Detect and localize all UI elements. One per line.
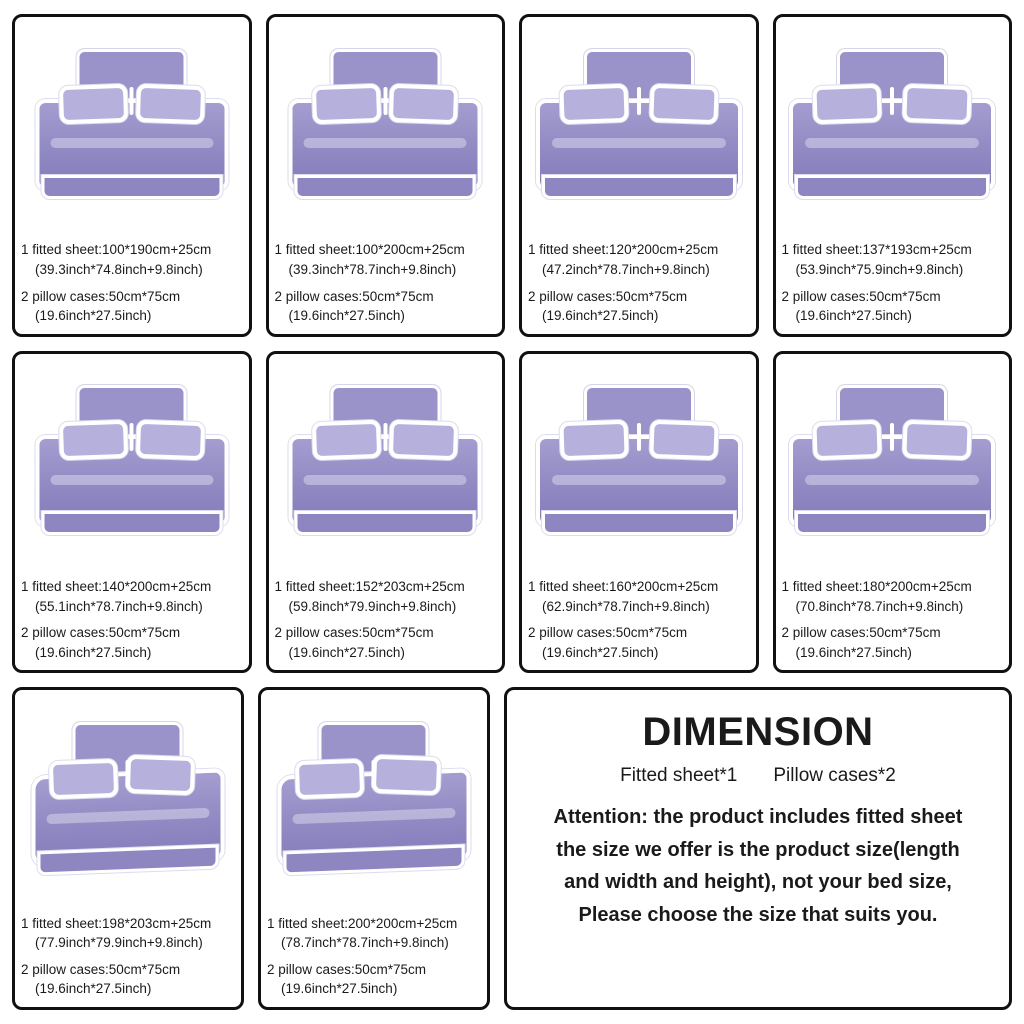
pillow-case-imperial: (19.6inch*27.5inch) (542, 308, 659, 324)
fitted-sheet-metric: 1 fitted sheet:100*190cm+25cm (21, 242, 212, 258)
bed-illustration-area (15, 17, 249, 236)
pillow-left-shape (59, 420, 128, 460)
pillow-case-imperial: (19.6inch*27.5inch) (542, 644, 659, 660)
pillow-seam-shape (130, 87, 134, 115)
size-spec (15, 910, 241, 1007)
attention-line-3: and width and height), not your bed size, (564, 871, 952, 894)
pillow-case-imperial: (19.6inch*27.5inch) (35, 981, 152, 997)
size-card[interactable] (519, 351, 759, 674)
attention-line-2: the size we offer is the product size(length (556, 838, 960, 861)
pillow-left-shape (559, 84, 628, 124)
size-card[interactable] (519, 14, 759, 337)
size-spec (776, 573, 1010, 670)
bed-illustration (530, 383, 748, 543)
pillow-left-shape (295, 759, 364, 799)
pillow-case-metric: 2 pillow cases:50cm*75cm (21, 288, 181, 304)
size-card[interactable] (773, 351, 1013, 674)
pillow-case-metric: 2 pillow cases:50cm*75cm (21, 961, 181, 977)
bed-base-shape (542, 511, 736, 535)
pillow-case-metric: 2 pillow cases:50cm*75cm (781, 625, 941, 641)
pillow-seam-shape (637, 87, 641, 115)
pillow-seam-shape (383, 423, 387, 451)
card-row-3 (12, 687, 1012, 1010)
bed-illustration-area (522, 354, 756, 573)
pillow-case-imperial: (19.6inch*27.5inch) (288, 644, 405, 660)
size-card[interactable] (266, 14, 506, 337)
bed-illustration-area (15, 354, 249, 573)
bed-base-shape (542, 175, 736, 199)
fitted-sheet-imperial: (77.9inch*79.9inch+9.8inch) (35, 935, 203, 951)
size-spec (261, 910, 487, 1007)
bed-illustration-area (15, 690, 241, 909)
pillow-case-metric: 2 pillow cases:50cm*75cm (274, 288, 434, 304)
size-card[interactable] (12, 351, 252, 674)
bed-illustration (271, 720, 476, 880)
bed-illustration (25, 720, 230, 880)
pillow-seam-shape (383, 87, 387, 115)
pillow-case-imperial: (19.6inch*27.5inch) (795, 308, 912, 324)
pillow-left-shape (813, 420, 882, 460)
pillow-right-shape (903, 84, 972, 124)
pillow-right-shape (136, 84, 205, 124)
fitted-sheet-metric: 1 fitted sheet:198*203cm+25cm (21, 915, 212, 931)
size-card[interactable] (773, 14, 1013, 337)
pillow-right-shape (389, 420, 458, 460)
bed-illustration (283, 47, 488, 207)
pillow-case-imperial: (19.6inch*27.5inch) (795, 644, 912, 660)
size-spec (269, 236, 503, 333)
pillow-right-shape (903, 420, 972, 460)
fitted-sheet-imperial: (62.9inch*78.7inch+9.8inch) (542, 598, 710, 614)
size-spec (522, 573, 756, 670)
bed-base-shape (795, 175, 989, 199)
fitted-sheet-metric: 1 fitted sheet:140*200cm+25cm (21, 579, 212, 595)
pillow-left-shape (59, 84, 128, 124)
pillow-left-shape (312, 420, 381, 460)
pillow-seam-shape (890, 87, 894, 115)
bed-illustration-area (269, 354, 503, 573)
fitted-sheet-imperial: (55.1inch*78.7inch+9.8inch) (35, 598, 203, 614)
pillow-right-shape (136, 420, 205, 460)
size-card[interactable] (12, 687, 244, 1010)
bed-illustration (283, 383, 488, 543)
fitted-sheet-metric: 1 fitted sheet:160*200cm+25cm (528, 579, 719, 595)
bed-illustration (29, 383, 234, 543)
fitted-sheet-imperial: (53.9inch*75.9inch+9.8inch) (795, 261, 964, 277)
pillow-seam-shape (890, 423, 894, 451)
fitted-sheet-metric: 1 fitted sheet:100*200cm+25cm (274, 242, 465, 258)
pillow-right-shape (389, 84, 458, 124)
pillow-case-imperial: (19.6inch*27.5inch) (288, 308, 405, 324)
pillow-left-shape (559, 420, 628, 460)
pillow-left-shape (813, 84, 882, 124)
pillow-seam-shape (126, 760, 130, 788)
pillow-case-metric: 2 pillow cases:50cm*75cm (266, 961, 427, 977)
fitted-sheet-imperial: (78.7inch*78.7inch+9.8inch) (280, 935, 449, 951)
pillow-left-shape (49, 759, 118, 799)
bed-illustration (530, 47, 748, 207)
fitted-sheet-imperial: (39.3inch*74.8inch+9.8inch) (35, 261, 203, 277)
dimension-subtitle-pillow: Pillow cases*2 (773, 765, 896, 787)
bed-illustration-area (776, 17, 1010, 236)
attention-line-1: Attention: the product includes fitted sheet (553, 806, 963, 829)
pillow-case-metric: 2 pillow cases:50cm*75cm (274, 625, 434, 641)
pillow-right-shape (372, 755, 441, 795)
card-row-1 (12, 14, 1012, 337)
bed-base-shape (41, 175, 222, 199)
bed-illustration-area (269, 17, 503, 236)
dimension-title: DIMENSION (642, 710, 874, 755)
bed-base-shape (41, 511, 222, 535)
pillow-seam-shape (130, 423, 134, 451)
pillow-case-imperial: (19.6inch*27.5inch) (280, 981, 398, 997)
size-spec (269, 573, 503, 670)
fitted-sheet-imperial: (59.8inch*79.9inch+9.8inch) (288, 598, 457, 614)
dimension-subtitle-sheet: Fitted sheet*1 (620, 765, 738, 787)
dimension-panel (504, 687, 1012, 1010)
pillow-case-metric: 2 pillow cases:50cm*75cm (528, 625, 688, 641)
size-spec (522, 236, 756, 333)
dimension-attention-text (523, 801, 993, 931)
pillow-seam-shape (372, 760, 376, 788)
bed-illustration (783, 47, 1001, 207)
fitted-sheet-imperial: (47.2inch*78.7inch+9.8inch) (542, 261, 710, 277)
fitted-sheet-metric: 1 fitted sheet:152*203cm+25cm (274, 579, 465, 595)
fitted-sheet-imperial: (39.3inch*78.7inch+9.8inch) (288, 261, 457, 277)
bed-illustration-area (522, 17, 756, 236)
fitted-sheet-metric: 1 fitted sheet:180*200cm+25cm (781, 579, 972, 595)
fitted-sheet-metric: 1 fitted sheet:137*193cm+25cm (781, 242, 972, 258)
size-spec (776, 236, 1010, 333)
size-spec (15, 573, 249, 670)
pillow-case-imperial: (19.6inch*27.5inch) (35, 308, 152, 324)
pillow-right-shape (649, 84, 718, 124)
bed-illustration-area (776, 354, 1010, 573)
card-row-2 (12, 351, 1012, 674)
pillow-case-metric: 2 pillow cases:50cm*75cm (528, 288, 688, 304)
pillow-seam-shape (637, 423, 641, 451)
bed-illustration-area (261, 690, 487, 909)
fitted-sheet-metric: 1 fitted sheet:120*200cm+25cm (528, 242, 719, 258)
fitted-sheet-metric: 1 fitted sheet:200*200cm+25cm (266, 915, 458, 931)
pillow-case-metric: 2 pillow cases:50cm*75cm (781, 288, 941, 304)
size-card[interactable] (266, 351, 506, 674)
dimension-subtitle (620, 765, 896, 787)
pillow-left-shape (312, 84, 381, 124)
fitted-sheet-imperial: (70.8inch*78.7inch+9.8inch) (795, 598, 964, 614)
bed-base-shape (295, 511, 476, 535)
size-card[interactable] (258, 687, 490, 1010)
pillow-case-imperial: (19.6inch*27.5inch) (35, 644, 152, 660)
pillow-right-shape (126, 755, 195, 795)
bed-illustration (29, 47, 234, 207)
size-spec (15, 236, 249, 333)
bed-base-shape (795, 511, 989, 535)
bed-illustration (783, 383, 1001, 543)
pillow-right-shape (649, 420, 718, 460)
attention-line-4: Please choose the size that suits you. (578, 903, 938, 926)
pillow-case-metric: 2 pillow cases:50cm*75cm (21, 625, 181, 641)
bed-base-shape (295, 175, 476, 199)
size-card[interactable] (12, 14, 252, 337)
